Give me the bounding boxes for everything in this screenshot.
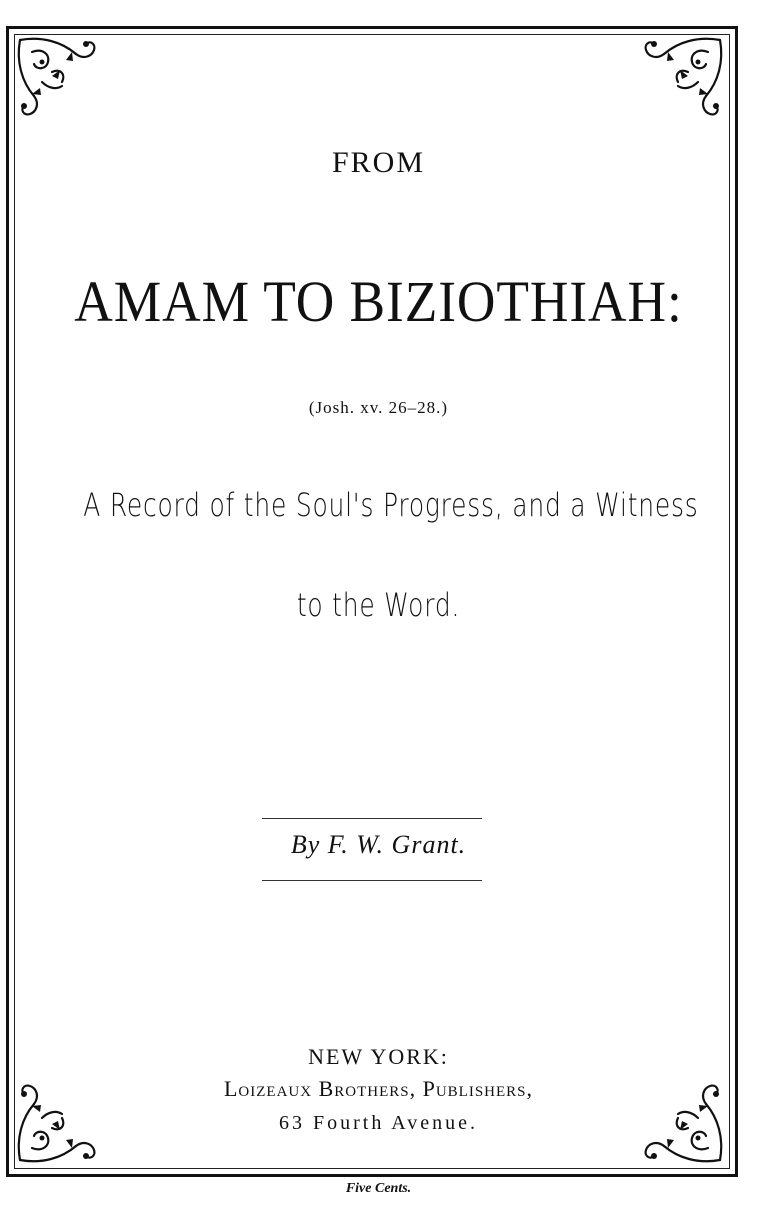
floral-scroll-icon [632,32,728,128]
from-heading: FROM [331,146,426,179]
main-title: AMAM TO BIZIOTHIAH: [74,269,683,334]
publisher-city: NEW YORK: [308,1044,449,1069]
author-rule-top [262,818,482,819]
author-byline: By F. W. Grant. [290,830,467,859]
subtitle-line-2: to the Word. [296,586,461,624]
subtitle-line-1: A Record of the Soul's Progress, and a Witness [83,486,699,524]
scripture-reference: (Josh. xv. 26–28.) [308,398,449,417]
publisher-name: Loizeaux Brothers, Publishers, [223,1076,534,1101]
author-rule-bottom [262,880,482,881]
floral-scroll-icon [12,32,108,128]
publisher-address: 63 Fourth Avenue. [279,1112,478,1134]
corner-ornament-top-left [12,32,108,128]
corner-ornament-top-right [632,32,728,128]
price-label: Five Cents. [345,1181,412,1196]
